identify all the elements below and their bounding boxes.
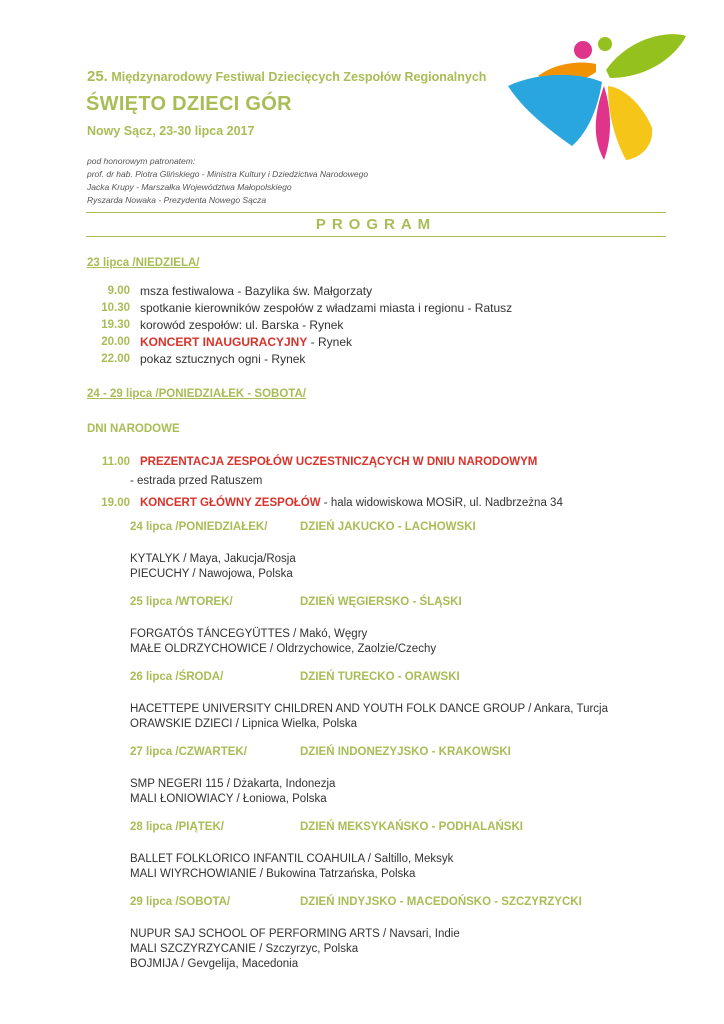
patronage-label: pod honorowym patronatem: xyxy=(87,156,196,166)
national-day-name: DZIEŃ JAKUCKO - LACHOWSKI xyxy=(300,521,476,533)
national-day-date: 28 lipca /PIĄTEK/ xyxy=(130,821,224,833)
ensemble: MALI ŁONIOWIACY / Łoniowa, Polska xyxy=(130,793,327,805)
ensemble: MAŁE OLDRZYCHOWICE / Oldrzychowice, Zaolzie/Czechy xyxy=(130,643,437,655)
logo-dot-pink xyxy=(574,41,592,59)
schedule-text: - Rynek xyxy=(307,335,353,349)
schedule-time: 22.00 xyxy=(101,353,130,365)
event-presentation xyxy=(87,456,537,468)
festival-title: ŚWIĘTO DZIECI GÓR xyxy=(86,93,292,115)
ensemble: MALI SZCZYRZYCANIE / Szczyrzyc, Polska xyxy=(130,943,359,955)
schedule-time: 9.00 xyxy=(107,285,130,297)
festival-name: Międzynarodowy Festiwal Dziecięcych Zespołów Regionalnych xyxy=(111,70,487,84)
ensemble: BALLET FOLKLORICO INFANTIL COAHUILA / Saltillo, Meksyk xyxy=(130,853,454,865)
patron-line: Jacka Krupy - Marszałka Województwa Małopolskiego xyxy=(87,182,292,192)
national-day-block xyxy=(130,896,582,972)
national-day-name: DZIEŃ TURECKO - ORAWSKI xyxy=(300,671,460,683)
festival-subtitle xyxy=(87,68,486,85)
day1-heading: 23 lipca /NIEDZIELA/ xyxy=(87,257,200,269)
event-time: 19.00 xyxy=(101,497,130,509)
logo-wing-green xyxy=(606,34,686,78)
schedule-row xyxy=(87,351,512,368)
logo-wing-blue xyxy=(508,75,602,146)
event-presentation-location: - estrada przed Ratuszem xyxy=(130,475,263,487)
festival-place-date: Nowy Sącz, 23-30 lipca 2017 xyxy=(87,124,255,138)
schedule-text: pokaz sztucznych ogni - Rynek xyxy=(140,352,306,366)
patron-line: prof. dr hab. Piotra Glińskiego - Ministra Kultury i Dziedzictwa Narodowego xyxy=(87,169,369,179)
national-day-date: 29 lipca /SOBOTA/ xyxy=(130,896,231,908)
schedule-row xyxy=(87,317,512,334)
patronage-block xyxy=(87,155,368,207)
logo-dot-green xyxy=(598,37,612,51)
schedule-text: korowód zespołów: ul. Barska - Rynek xyxy=(140,318,344,332)
event-main-concert xyxy=(87,497,563,509)
national-day-block xyxy=(130,746,511,807)
edition-number: 25. xyxy=(87,68,108,85)
butterfly-logo xyxy=(508,28,688,168)
ensemble: BOJMIJA / Gevgelija, Macedonia xyxy=(130,958,299,970)
schedule-time: 10.30 xyxy=(101,302,130,314)
ensemble: SMP NEGERI 115 / Dżakarta, Indonezja xyxy=(130,778,336,790)
logo-wing-yellow xyxy=(608,86,652,160)
national-day-block xyxy=(130,596,462,657)
event-time: 11.00 xyxy=(101,456,130,468)
ensemble: ORAWSKIE DZIECI / Lipnica Wielka, Polska xyxy=(130,718,358,730)
national-day-block xyxy=(130,671,608,732)
national-day-date: 26 lipca /ŚRODA/ xyxy=(130,671,224,683)
ensemble: HACETTEPE UNIVERSITY CHILDREN AND YOUTH FOLK DANCE GROUP / Ankara, Turcja xyxy=(130,703,609,715)
ensemble: PIECUCHY / Nawojowa, Polska xyxy=(130,568,293,580)
schedule-time: 20.00 xyxy=(101,336,130,348)
divider-bottom xyxy=(86,236,666,237)
national-day-name: DZIEŃ MEKSYKAŃSKO - PODHALAŃSKI xyxy=(300,821,523,833)
national-day-date: 27 lipca /CZWARTEK/ xyxy=(130,746,247,758)
national-day-date: 25 lipca /WTOREK/ xyxy=(130,596,233,608)
schedule-row xyxy=(87,300,512,317)
event-text: - hala widowiskowa MOSiR, ul. Nadbrzeżna 34 xyxy=(320,497,563,509)
schedule-row xyxy=(87,283,512,300)
schedule-text: spotkanie kierowników zespołów z władzami miasta i regionu - Ratusz xyxy=(140,301,513,315)
event-highlight: PREZENTACJA ZESPOŁÓW UCZESTNICZĄCYCH W DNIU NARODOWYM xyxy=(140,456,538,468)
program-title: PROGRAM xyxy=(315,216,437,233)
range-heading: 24 - 29 lipca /PONIEDZIAŁEK - SOBOTA/ xyxy=(87,388,306,400)
national-day-block xyxy=(130,821,523,882)
schedule-row xyxy=(87,334,512,351)
national-day-name: DZIEŃ INDYJSKO - MACEDOŃSKO - SZCZYRZYCKI xyxy=(300,896,582,908)
ensemble: KYTALYK / Maya, Jakucja/Rosja xyxy=(130,553,296,565)
ensemble: MALI WIYRCHOWIANIE / Bukowina Tatrzańska, Polska xyxy=(130,868,416,880)
day1-schedule xyxy=(87,283,512,368)
schedule-highlight: KONCERT INAUGURACYJNY xyxy=(140,335,308,349)
event-highlight: KONCERT GŁÓWNY ZESPOŁÓW xyxy=(140,497,321,509)
national-day-date: 24 lipca /PONIEDZIAŁEK/ xyxy=(130,521,268,533)
national-day-name: DZIEŃ INDONEZYJSKO - KRAKOWSKI xyxy=(300,746,511,758)
national-day-block xyxy=(130,521,476,582)
patron-line: Ryszarda Nowaka - Prezydenta Nowego Sącza xyxy=(87,195,267,205)
schedule-text: msza festiwalowa - Bazylika św. Małgorzaty xyxy=(140,284,373,298)
national-day-name: DZIEŃ WĘGIERSKO - ŚLĄSKI xyxy=(300,596,462,608)
schedule-time: 19.30 xyxy=(101,319,130,331)
divider-top xyxy=(86,212,666,213)
ensemble: NUPUR SAJ SCHOOL OF PERFORMING ARTS / Navsari, Indie xyxy=(130,928,460,940)
ensemble: FORGATÓS TÁNCEGYÜTTES / Makó, Węgry xyxy=(130,628,368,640)
national-days-heading: DNI NARODOWE xyxy=(87,423,180,435)
